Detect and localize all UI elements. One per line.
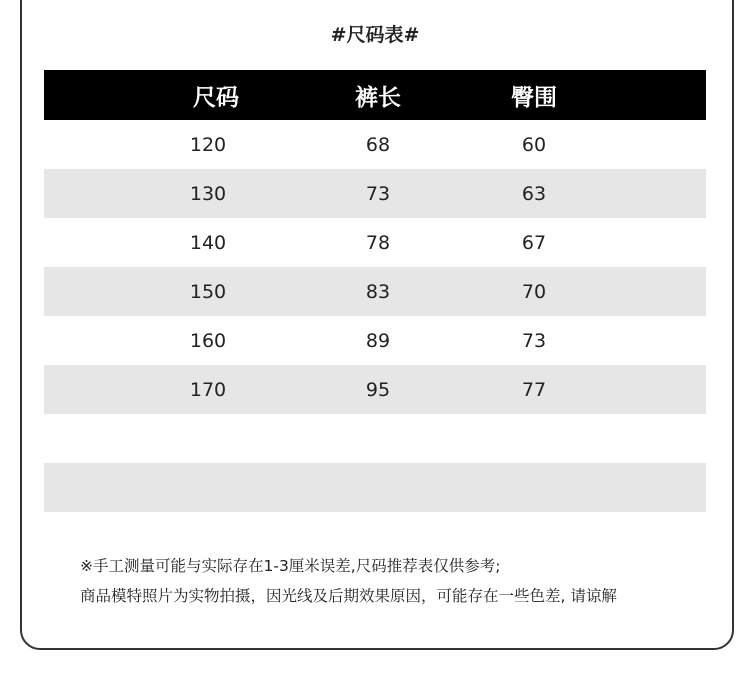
table-header [44, 70, 706, 120]
cell-hip: 70 [521, 280, 547, 303]
cell-pants-length: 83 [365, 280, 391, 303]
cell-size: 160 [189, 329, 227, 352]
table-row [44, 365, 706, 414]
table-row [44, 120, 706, 169]
cell-hip: 60 [521, 133, 547, 156]
header-pants-length: 裤长 [355, 84, 401, 111]
cell-size: 150 [189, 280, 227, 303]
header-hip: 臀围 [511, 84, 557, 111]
cell-pants-length [318, 414, 438, 463]
size-table [44, 70, 706, 512]
table-row [44, 316, 706, 365]
cell-size [148, 463, 268, 512]
cell-pants-length: 73 [365, 182, 391, 205]
cell-pants-length: 78 [365, 231, 391, 254]
cell-size: 140 [189, 231, 227, 254]
cell-pants-length: 68 [365, 133, 391, 156]
table-row [44, 169, 706, 218]
cell-size [148, 414, 268, 463]
table-row-empty [44, 414, 706, 463]
cell-size: 130 [189, 182, 227, 205]
table-row [44, 267, 706, 316]
table-row [44, 218, 706, 267]
page-title: #尺码表# [330, 24, 420, 46]
cell-size: 170 [189, 378, 227, 401]
cell-hip [474, 414, 594, 463]
cell-hip: 73 [521, 329, 547, 352]
photo-note: 商品模特照片为实物拍摄，因光线及后期效果原因，可能存在一些色差, 请谅解 [80, 587, 617, 605]
header-size: 尺码 [193, 84, 239, 111]
measurement-note: ※手工测量可能与实际存在1-3厘米误差,尺码推荐表仅供参考; [80, 557, 501, 575]
cell-hip: 77 [521, 378, 547, 401]
cell-pants-length: 95 [365, 378, 391, 401]
cell-pants-length [318, 463, 438, 512]
cell-hip [474, 463, 594, 512]
cell-hip: 67 [521, 231, 547, 254]
cell-size: 120 [189, 133, 227, 156]
cell-hip: 63 [521, 182, 547, 205]
cell-pants-length: 89 [365, 329, 391, 352]
table-row-empty [44, 463, 706, 512]
